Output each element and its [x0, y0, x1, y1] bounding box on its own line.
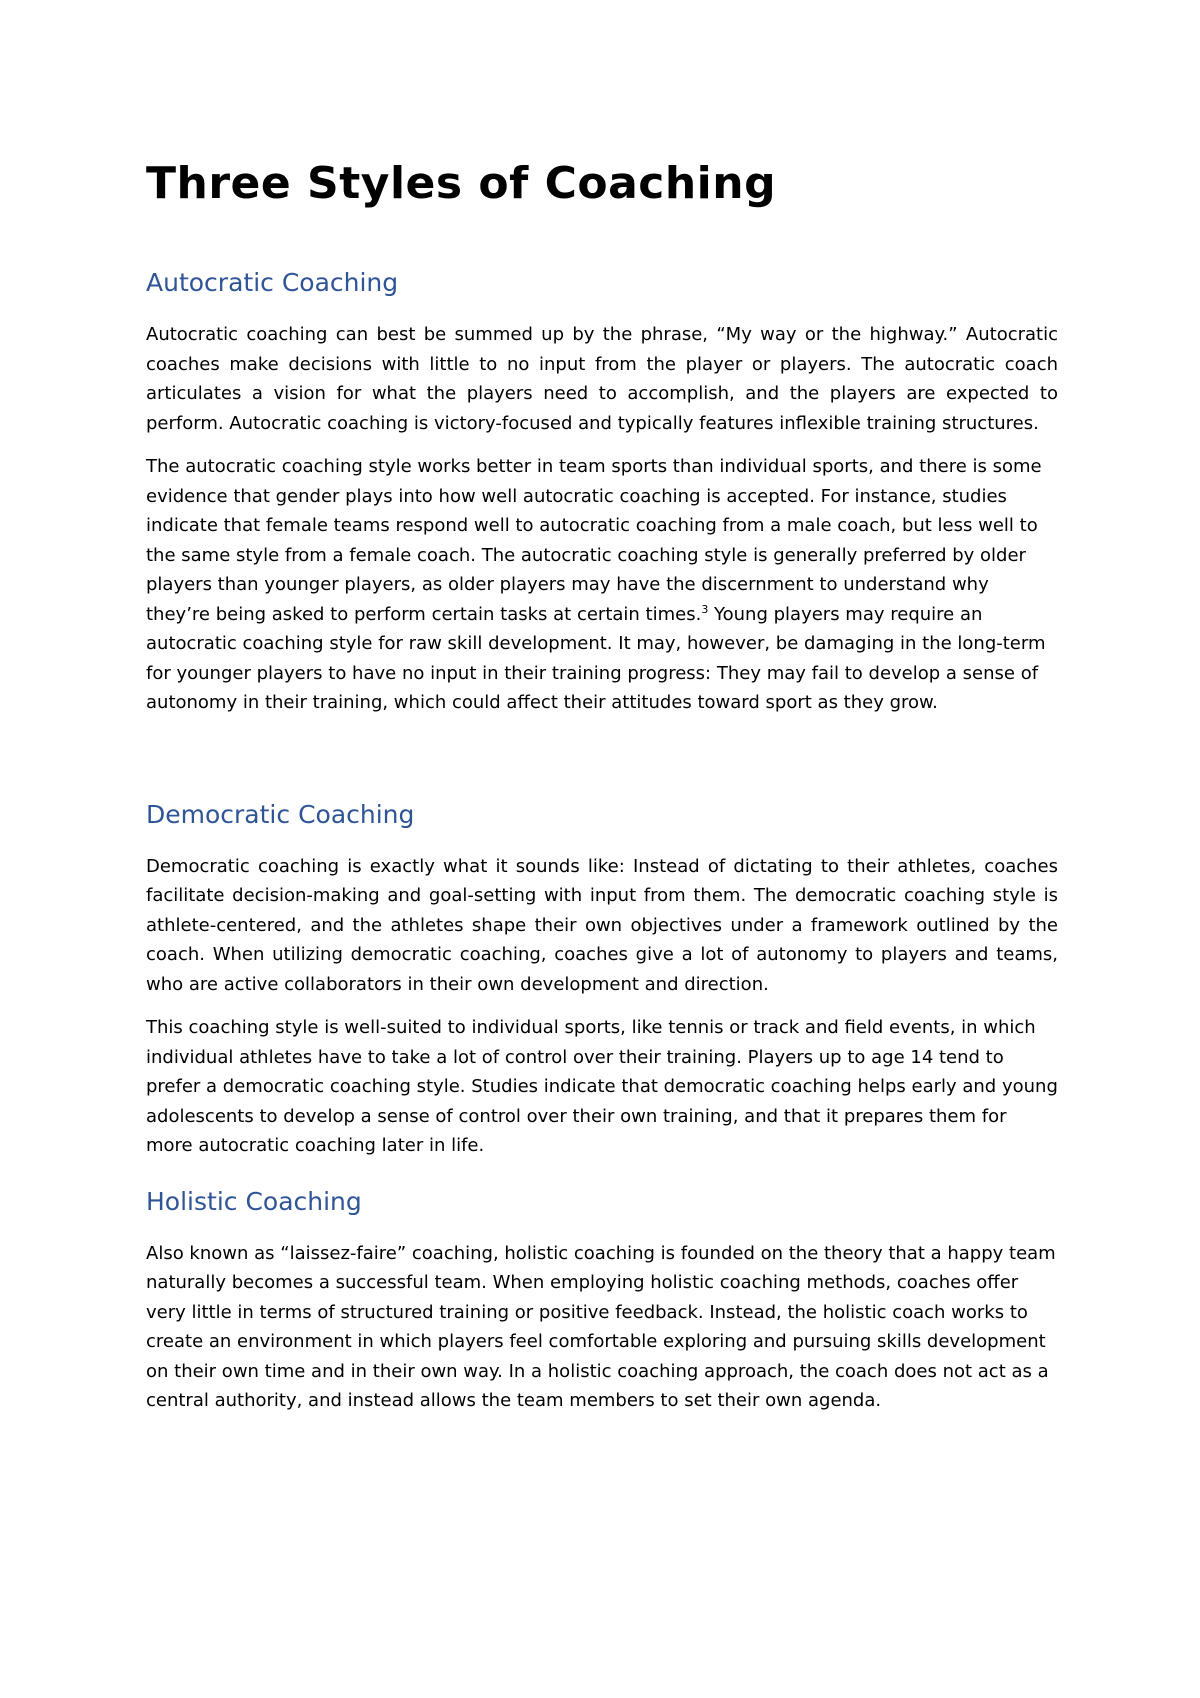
paragraph-autocratic-2-continued: Young players may require an autocratic coaching style for raw skill development. It may, however, be damaging in the long-term for younger players to have no input in their training progress: They may fail to develop a sense of autonomy in their training, which could affect their attitudes toward sport as they grow. [146, 603, 1046, 714]
paragraph-democratic-2: This coaching style is well-suited to individual sports, like tennis or track and field events, in which individual athletes have to take a lot of control over their training. Players up to age 14 tend to prefer a democratic coaching style. Studies indicate that democratic coaching helps early and young adolescents to develop a sense of control over their own training, and that it prepares them for more autocratic coaching later in life. [146, 1017, 1058, 1157]
paragraph-holistic-1: Also known as “laissez-faire” coaching, holistic coaching is founded on the theory that a happy team naturally becomes a successful team. When employing holistic coaching methods, coaches offer very little in terms of structured training or positive feedback. Instead, the holistic coach works to create an environment in which players feel comfortable exploring and pursuing skills development on their own time and in their own way. In a holistic coaching approach, the coach does not act as a central authority, and instead allows the team members to set their own agenda. [146, 1242, 1056, 1412]
section-holistic [146, 1187, 1058, 1416]
section-heading-holistic: Holistic Coaching [146, 1186, 362, 1216]
paragraph-autocratic-2 [146, 452, 1058, 718]
section-heading-democratic: Democratic Coaching [146, 799, 415, 829]
document-page [146, 160, 1058, 1430]
section-autocratic [146, 268, 1058, 718]
paragraph-autocratic-2-text: The autocratic coaching style works better in team sports than individual sports, and there is some evidence that gender plays into how well autocratic coaching is accepted. For instance, studies indicate that female teams respond well to autocratic coaching from a male coach, but less well to the same style from a female coach. The autocratic coaching style is generally preferred by older players than younger players, as older players may have the discernment to understand why they’re being asked to perform certain tasks at certain times. [146, 456, 1042, 625]
paragraph-democratic-1: Democratic coaching is exactly what it sounds like: Instead of dictating to their athletes, coaches facilitate decision-making and goal-setting with input from them. The democratic coaching style is athlete-centered, and the athletes shape their own objectives under a framework outlined by the coach. When utilizing democratic coaching, coaches give a lot of autonomy to players and teams, who are active collaborators in their own development and direction. [146, 855, 1058, 995]
footnote-marker: 3 [701, 602, 709, 616]
document-title: Three Styles of Coaching [146, 158, 777, 209]
paragraph-autocratic-1: Autocratic coaching can best be summed up by the phrase, “My way or the highway.” Autocratic coaches make decisions with little to no input from the player or players. The autocratic coach articulates a vision for what the players need to accomplish, and the players are expected to perform. Autocratic coaching is victory-focused and typically features inflexible training structures. [146, 324, 1058, 434]
section-heading-autocratic: Autocratic Coaching [146, 268, 399, 298]
section-democratic [146, 800, 1058, 1161]
